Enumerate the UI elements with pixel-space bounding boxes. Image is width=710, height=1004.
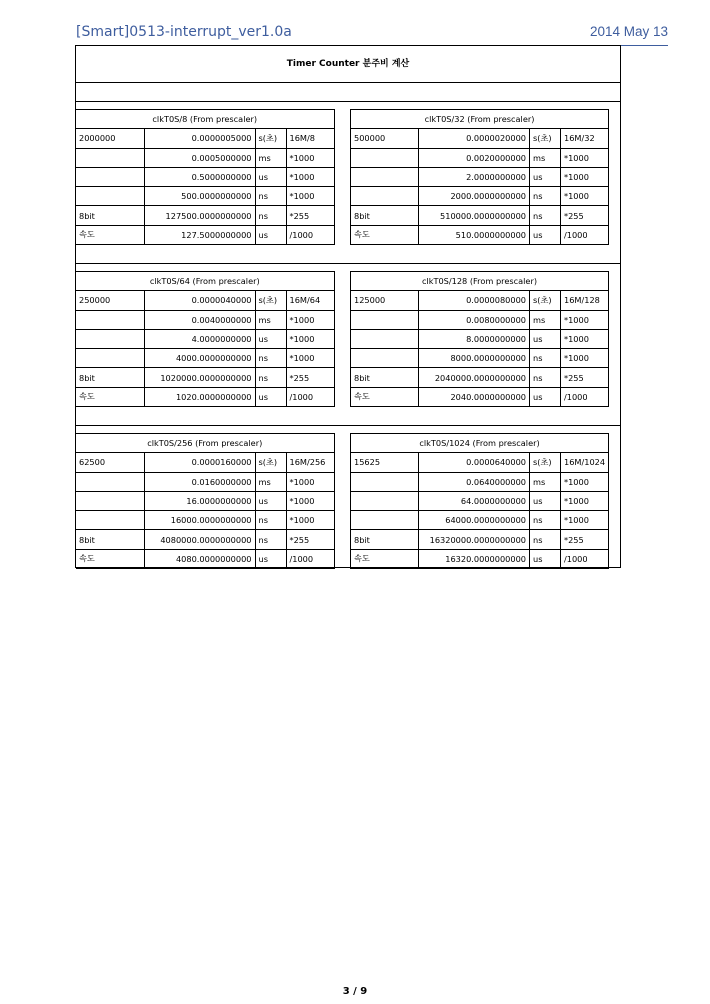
unit-cell: s(초)	[530, 453, 561, 472]
unit-cell: ns	[530, 206, 561, 225]
unit-cell: ms	[530, 148, 561, 167]
table-row	[76, 129, 334, 148]
table-row	[351, 187, 609, 206]
row-label-cell: 8bit	[351, 530, 419, 549]
prescaler-heading: clkT0S/1024 (From prescaler)	[351, 434, 609, 453]
table-row	[351, 225, 609, 244]
table-row	[351, 167, 609, 186]
value-cell: 4080000.0000000000	[144, 530, 255, 549]
value-cell: 0.0000640000	[419, 453, 530, 472]
value-cell: 127.5000000000	[144, 225, 255, 244]
row-label-cell: 15625	[351, 453, 419, 472]
row-label-cell	[351, 329, 419, 348]
page-number: 3 / 9	[342, 986, 368, 997]
prescaler-table	[76, 433, 335, 569]
unit-cell: s(초)	[255, 291, 286, 310]
row-label-cell	[76, 310, 144, 329]
table-row	[351, 511, 609, 530]
value-cell: 2000.0000000000	[419, 187, 530, 206]
formula-cell: *1000	[561, 349, 609, 368]
sheet-title: Timer Counter 분주비 계산	[286, 59, 410, 69]
row-label-cell	[76, 167, 144, 186]
formula-cell: *1000	[561, 187, 609, 206]
unit-cell: ns	[255, 368, 286, 387]
unit-cell: ns	[530, 368, 561, 387]
table-row	[76, 225, 334, 244]
formula-cell: *1000	[286, 310, 334, 329]
row-label-cell	[76, 349, 144, 368]
row-label-cell: 250000	[76, 291, 144, 310]
value-cell: 0.0080000000	[419, 310, 530, 329]
unit-cell: ms	[255, 148, 286, 167]
row-label-cell	[76, 329, 144, 348]
formula-cell: 16M/8	[286, 129, 334, 148]
timer-counter-sheet	[75, 45, 621, 568]
unit-cell: us	[255, 329, 286, 348]
unit-cell: ms	[530, 472, 561, 491]
value-cell: 8.0000000000	[419, 329, 530, 348]
value-cell: 0.0000005000	[144, 129, 255, 148]
value-cell: 510.0000000000	[419, 225, 530, 244]
table-row	[76, 310, 334, 329]
formula-cell: *1000	[561, 329, 609, 348]
formula-cell: 16M/256	[286, 453, 334, 472]
value-cell: 0.0000160000	[144, 453, 255, 472]
unit-cell: ns	[530, 349, 561, 368]
prescaler-heading: clkT0S/256 (From prescaler)	[76, 434, 334, 453]
value-cell: 4000.0000000000	[144, 349, 255, 368]
value-cell: 0.0000020000	[419, 129, 530, 148]
row-label-cell	[76, 472, 144, 491]
document-title: [Smart]0513-interrupt_ver1.0a	[76, 24, 292, 40]
value-cell: 1020.0000000000	[144, 387, 255, 406]
formula-cell: *1000	[286, 167, 334, 186]
value-cell: 510000.0000000000	[419, 206, 530, 225]
formula-cell: /1000	[286, 225, 334, 244]
section-divider	[76, 425, 620, 426]
table-row	[76, 491, 334, 510]
unit-cell: s(초)	[255, 453, 286, 472]
table-row	[76, 511, 334, 530]
value-cell: 0.0005000000	[144, 148, 255, 167]
prescaler-table	[76, 271, 335, 407]
section-divider	[76, 101, 620, 102]
row-label-cell	[351, 148, 419, 167]
unit-cell: ms	[255, 472, 286, 491]
table-row	[351, 453, 609, 472]
table-row	[76, 349, 334, 368]
unit-cell: ns	[255, 206, 286, 225]
formula-cell: *1000	[561, 310, 609, 329]
value-cell: 0.0020000000	[419, 148, 530, 167]
table-row	[351, 349, 609, 368]
value-cell: 0.0160000000	[144, 472, 255, 491]
unit-cell: us	[255, 225, 286, 244]
unit-cell: us	[530, 387, 561, 406]
table-row	[76, 387, 334, 406]
formula-cell: /1000	[286, 387, 334, 406]
formula-cell: *1000	[561, 472, 609, 491]
formula-cell: *1000	[561, 167, 609, 186]
table-row	[76, 549, 334, 568]
prescaler-table	[350, 271, 609, 407]
row-label-cell	[351, 167, 419, 186]
table-row	[351, 291, 609, 310]
formula-cell: *1000	[561, 148, 609, 167]
unit-cell: ns	[255, 511, 286, 530]
table-row	[76, 530, 334, 549]
row-label-cell: 8bit	[351, 368, 419, 387]
unit-cell: us	[530, 167, 561, 186]
unit-cell: us	[530, 491, 561, 510]
formula-cell: *1000	[286, 511, 334, 530]
row-label-cell: 8bit	[76, 368, 144, 387]
unit-cell: s(초)	[255, 129, 286, 148]
table-row	[76, 167, 334, 186]
value-cell: 16320000.0000000000	[419, 530, 530, 549]
row-label-cell: 속도	[351, 387, 419, 406]
value-cell: 2.0000000000	[419, 167, 530, 186]
row-label-cell	[351, 349, 419, 368]
formula-cell: *255	[286, 530, 334, 549]
value-cell: 64.0000000000	[419, 491, 530, 510]
row-label-cell: 62500	[76, 453, 144, 472]
formula-cell: 16M/32	[561, 129, 609, 148]
row-label-cell: 속도	[76, 387, 144, 406]
row-label-cell: 속도	[351, 225, 419, 244]
formula-cell: 16M/64	[286, 291, 334, 310]
unit-cell: s(초)	[530, 291, 561, 310]
formula-cell: *255	[561, 206, 609, 225]
formula-cell: /1000	[561, 549, 609, 568]
table-row	[351, 549, 609, 568]
value-cell: 16.0000000000	[144, 491, 255, 510]
prescaler-table	[350, 433, 609, 569]
table-row	[351, 310, 609, 329]
row-label-cell	[351, 491, 419, 510]
table-row	[76, 187, 334, 206]
value-cell: 2040000.0000000000	[419, 368, 530, 387]
row-label-cell: 8bit	[76, 530, 144, 549]
unit-cell: us	[255, 491, 286, 510]
table-row	[76, 472, 334, 491]
unit-cell: us	[530, 549, 561, 568]
table-row	[351, 472, 609, 491]
unit-cell: ns	[255, 187, 286, 206]
table-row	[351, 329, 609, 348]
formula-cell: /1000	[561, 225, 609, 244]
row-label-cell	[76, 511, 144, 530]
table-row	[76, 291, 334, 310]
formula-cell: *255	[561, 368, 609, 387]
table-row	[76, 148, 334, 167]
value-cell: 0.0040000000	[144, 310, 255, 329]
prescaler-table	[350, 109, 609, 245]
formula-cell: /1000	[286, 549, 334, 568]
table-row	[351, 368, 609, 387]
prescaler-heading: clkT0S/8 (From prescaler)	[76, 110, 334, 129]
value-cell: 16000.0000000000	[144, 511, 255, 530]
unit-cell: us	[255, 549, 286, 568]
formula-cell: /1000	[561, 387, 609, 406]
unit-cell: s(초)	[530, 129, 561, 148]
table-row	[76, 329, 334, 348]
table-row	[76, 453, 334, 472]
formula-cell: 16M/1024	[561, 453, 609, 472]
row-label-cell	[351, 187, 419, 206]
value-cell: 0.0640000000	[419, 472, 530, 491]
unit-cell: ns	[530, 530, 561, 549]
row-label-cell	[351, 472, 419, 491]
unit-cell: ms	[530, 310, 561, 329]
formula-cell: *1000	[286, 472, 334, 491]
row-label-cell: 125000	[351, 291, 419, 310]
formula-cell: 16M/128	[561, 291, 609, 310]
value-cell: 0.0000040000	[144, 291, 255, 310]
row-label-cell: 500000	[351, 129, 419, 148]
value-cell: 4.0000000000	[144, 329, 255, 348]
row-label-cell	[76, 187, 144, 206]
formula-cell: *1000	[561, 491, 609, 510]
formula-cell: *1000	[286, 491, 334, 510]
table-row	[351, 206, 609, 225]
value-cell: 127500.0000000000	[144, 206, 255, 225]
formula-cell: *255	[286, 206, 334, 225]
unit-cell: us	[255, 167, 286, 186]
table-row	[76, 206, 334, 225]
value-cell: 2040.0000000000	[419, 387, 530, 406]
row-label-cell	[76, 491, 144, 510]
section-divider	[76, 263, 620, 264]
unit-cell: ns	[255, 530, 286, 549]
table-row	[351, 148, 609, 167]
table-row	[351, 387, 609, 406]
formula-cell: *1000	[286, 349, 334, 368]
row-label-cell	[76, 148, 144, 167]
prescaler-heading: clkT0S/128 (From prescaler)	[351, 272, 609, 291]
formula-cell: *1000	[286, 329, 334, 348]
unit-cell: ns	[530, 511, 561, 530]
unit-cell: us	[530, 225, 561, 244]
table-row	[351, 530, 609, 549]
value-cell: 0.5000000000	[144, 167, 255, 186]
row-label-cell	[351, 310, 419, 329]
value-cell: 500.0000000000	[144, 187, 255, 206]
row-label-cell: 2000000	[76, 129, 144, 148]
formula-cell: *1000	[561, 511, 609, 530]
unit-cell: us	[530, 329, 561, 348]
formula-cell: *255	[561, 530, 609, 549]
unit-cell: us	[255, 387, 286, 406]
row-label-cell: 속도	[76, 225, 144, 244]
table-row	[351, 491, 609, 510]
unit-cell: ns	[255, 349, 286, 368]
row-label-cell: 속도	[76, 549, 144, 568]
title-divider	[76, 82, 620, 83]
row-label-cell: 8bit	[351, 206, 419, 225]
value-cell: 1020000.0000000000	[144, 368, 255, 387]
row-label-cell: 8bit	[76, 206, 144, 225]
table-row	[76, 368, 334, 387]
prescaler-table	[76, 109, 335, 245]
row-label-cell	[351, 511, 419, 530]
unit-cell: ns	[530, 187, 561, 206]
formula-cell: *1000	[286, 148, 334, 167]
row-label-cell: 속도	[351, 549, 419, 568]
value-cell: 8000.0000000000	[419, 349, 530, 368]
prescaler-heading: clkT0S/32 (From prescaler)	[351, 110, 609, 129]
formula-cell: *1000	[286, 187, 334, 206]
document-date: 2014 May 13	[589, 24, 668, 39]
table-row	[351, 129, 609, 148]
prescaler-heading: clkT0S/64 (From prescaler)	[76, 272, 334, 291]
value-cell: 4080.0000000000	[144, 549, 255, 568]
value-cell: 16320.0000000000	[419, 549, 530, 568]
value-cell: 0.0000080000	[419, 291, 530, 310]
unit-cell: ms	[255, 310, 286, 329]
formula-cell: *255	[286, 368, 334, 387]
value-cell: 64000.0000000000	[419, 511, 530, 530]
